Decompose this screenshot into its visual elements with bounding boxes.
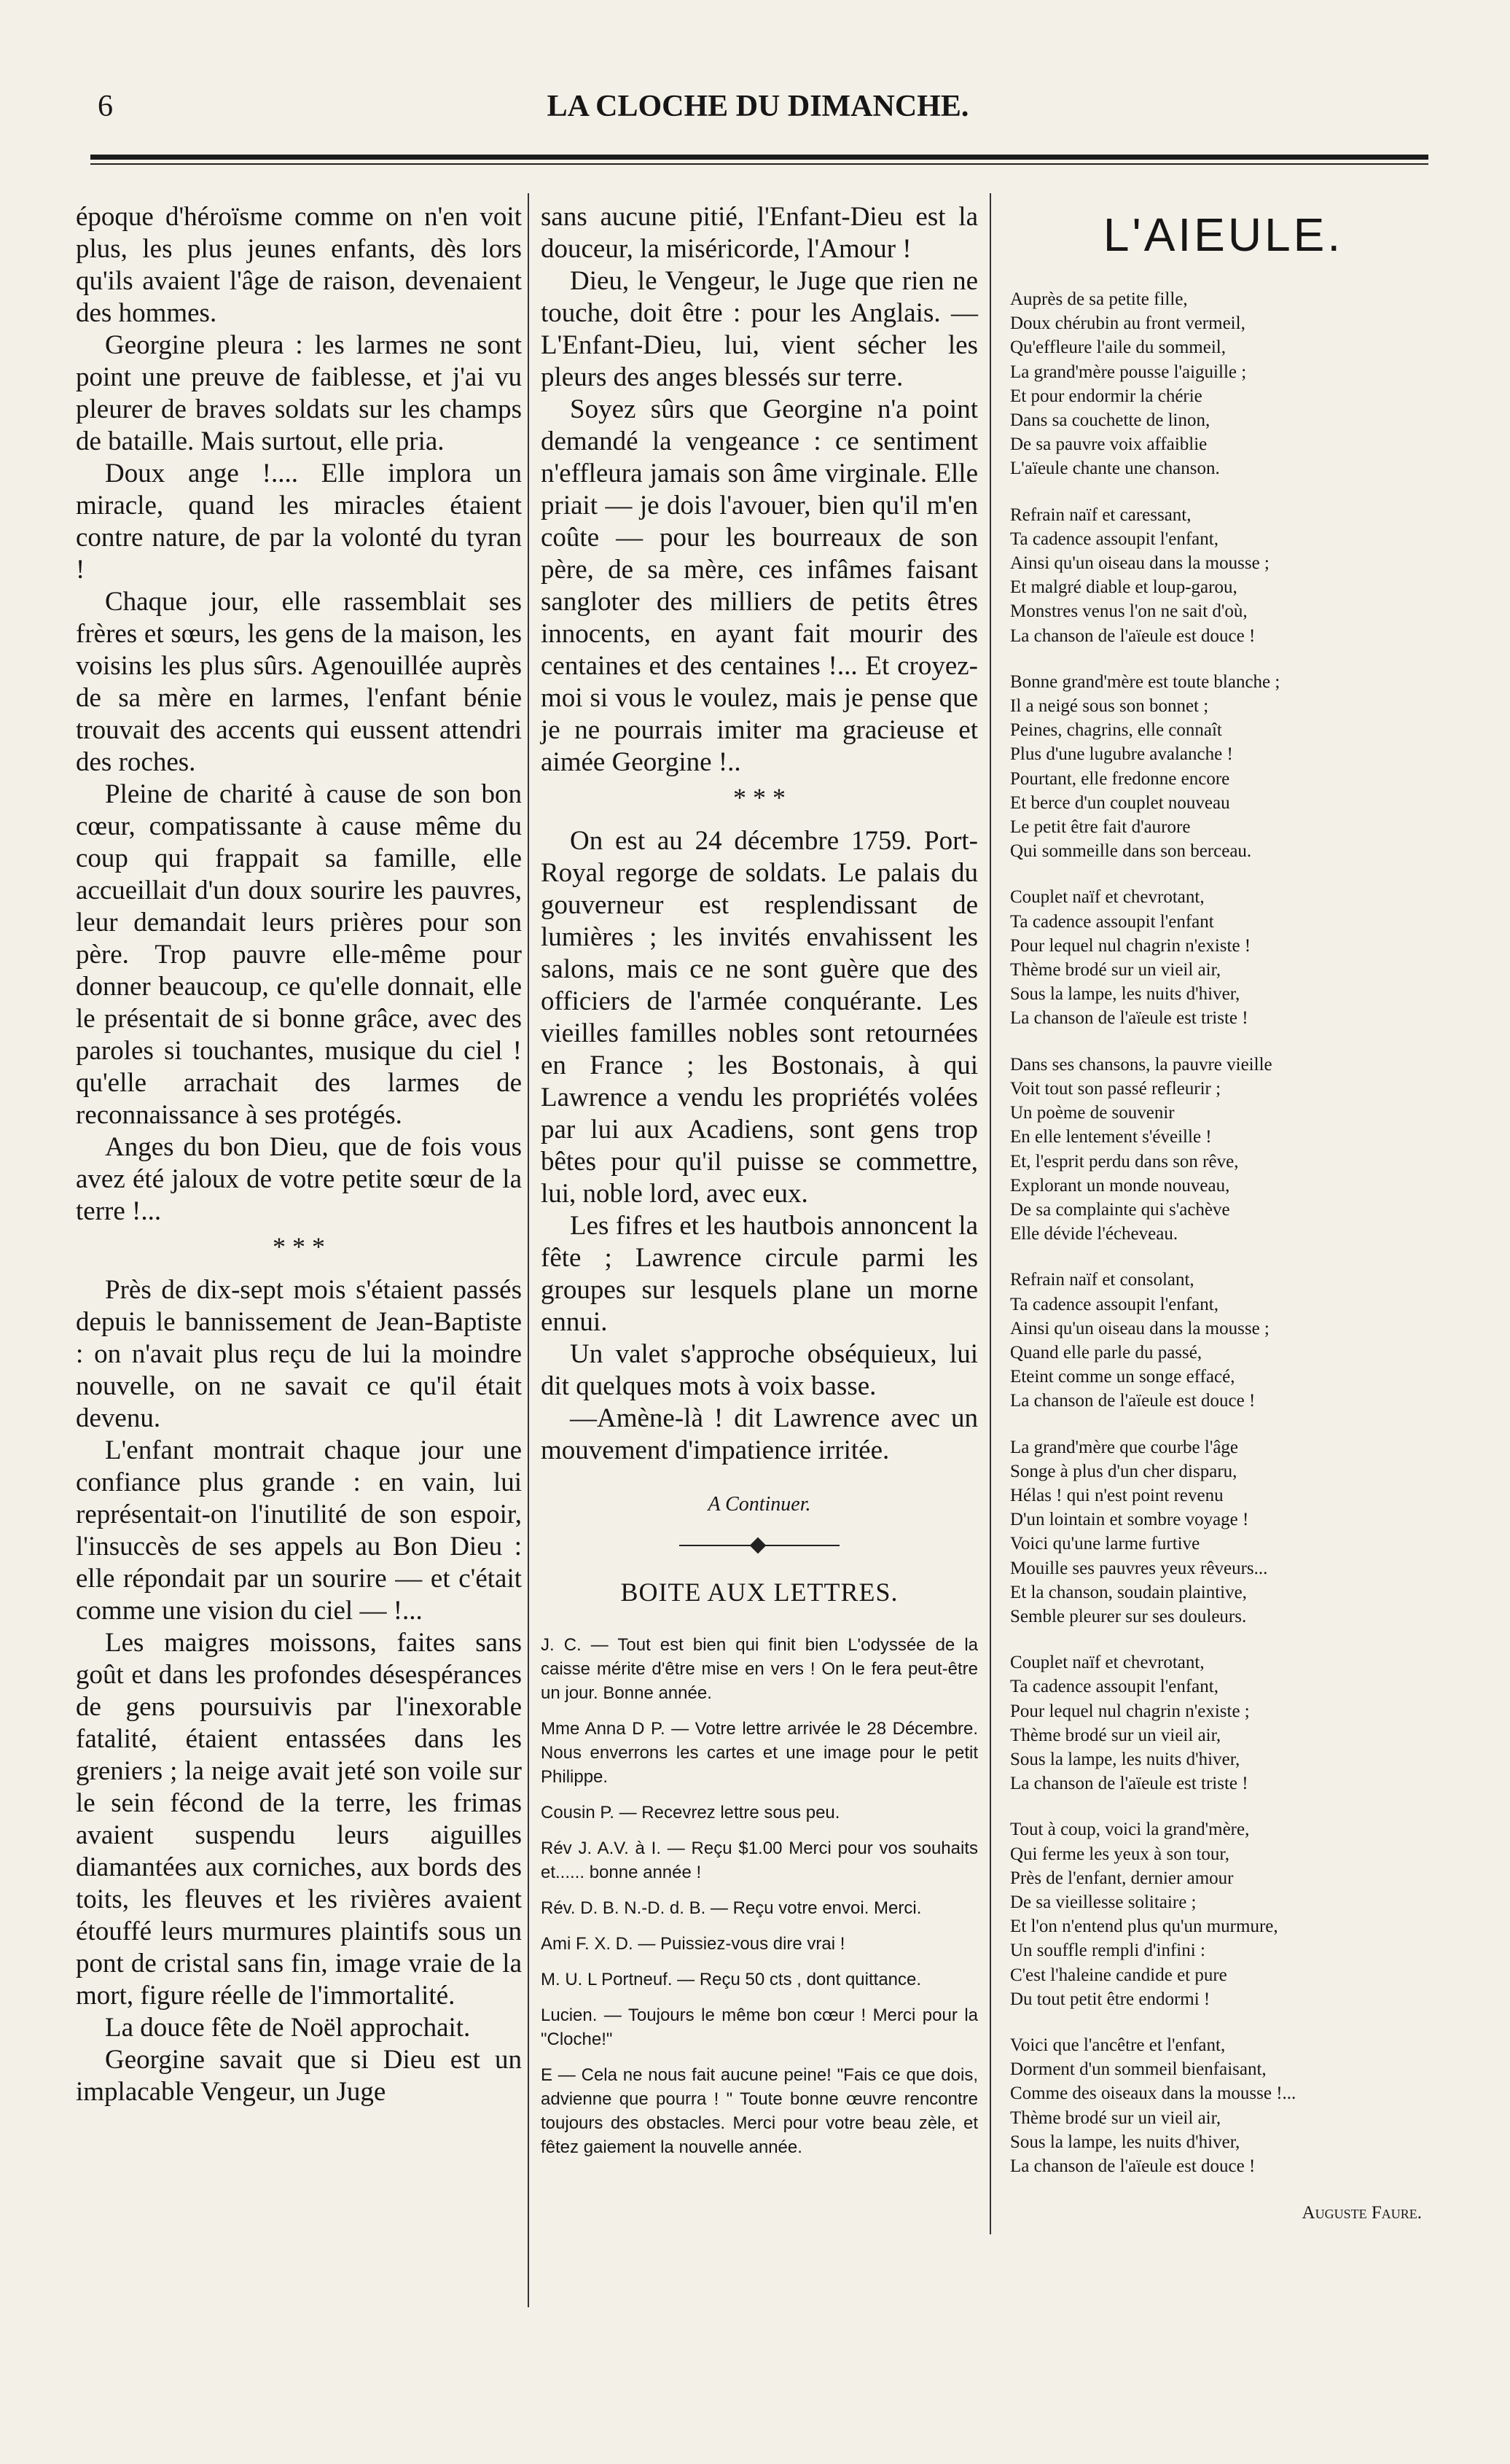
poem-line: Refrain naïf et consolant,: [1010, 1270, 1194, 1290]
poem-line: Un poème de souvenir: [1010, 1103, 1175, 1123]
paragraph: Les fifres et les hautbois annoncent la fête ; Lawrence circule parmi les groupes sur lesquels plane un morne ennui.: [541, 1211, 978, 1337]
poem-line: Qu'effleure l'aile du sommeil,: [1010, 338, 1226, 358]
poem-line: Ta cadence assoupit l'enfant,: [1010, 1677, 1218, 1697]
letter-entry: Rév. D. B. N.-D. d. B. — Reçu votre envoi. Merci.: [541, 1898, 922, 1918]
poem-line: Voit tout son passé refleurir ;: [1010, 1078, 1221, 1099]
poem-line: Eteint comme un songe effacé,: [1010, 1367, 1235, 1387]
paragraph: Georgine savait que si Dieu est un implacable Vengeur, un Juge: [76, 2045, 522, 2107]
paragraph: Georgine pleura : les larmes ne sont point une preuve de faiblesse, et j'ai vu pleurer de braves soldats sur les champs de bataille. Mais surtout, elle pria.: [76, 330, 522, 456]
poem-line: Près de l'enfant, dernier amour: [1010, 1868, 1234, 1888]
letter-entry: E — Cela ne nous fait aucune peine! "Fais ce que dois, advienne que pourra ! " Toute bonne œuvre rencontre toujours des obstacles. Merci pour votre beau zèle, et fêtez gaiement la nouvelle année.: [541, 2065, 978, 2157]
poem-line: Et la chanson, soudain plaintive,: [1010, 1582, 1247, 1602]
column-1: [76, 201, 522, 2108]
poem-line: Quand elle parle du passé,: [1010, 1342, 1202, 1362]
poem-stanza: [1010, 1268, 1436, 1413]
poem-line: Un souffle rempli d'infini :: [1010, 1941, 1205, 1961]
poem-stanza: [1010, 1650, 1436, 1796]
poem-line: Peines, chagrins, elle connaît: [1010, 720, 1222, 741]
poem-line: Monstres venus l'on ne sait d'où,: [1010, 601, 1248, 622]
poem-line: Ta cadence assoupit l'enfant: [1010, 911, 1214, 932]
poem-line: Refrain naïf et caressant,: [1010, 504, 1192, 525]
ornament-divider: [679, 1537, 840, 1554]
poem-line: La chanson de l'aïeule est triste !: [1010, 1008, 1248, 1029]
poem-line: Thème brodé sur un vieil air,: [1010, 960, 1221, 980]
letters-section-title: BOITE AUX LETTRES.: [620, 1578, 899, 1607]
column-2: [541, 201, 978, 2171]
poem-line: De sa pauvre voix affaiblie: [1010, 434, 1208, 455]
poem-line: Et pour endormir la chérie: [1010, 386, 1202, 406]
poem-line: Dorment d'un sommeil bienfaisant,: [1010, 2059, 1267, 2080]
poem-line: La chanson de l'aïeule est douce !: [1010, 2156, 1256, 2177]
poem-line: Plus d'une lugubre avalanche !: [1010, 744, 1233, 765]
poem-line: Elle dévide l'écheveau.: [1010, 1224, 1178, 1244]
paragraph: —Amène-là ! dit Lawrence avec un mouvement d'impatience irritée.: [541, 1403, 978, 1465]
header-rule-thin: [90, 163, 1428, 165]
poem-line: De sa complainte qui s'achève: [1010, 1199, 1230, 1220]
poem-line: Doux chérubin au front vermeil,: [1010, 313, 1245, 334]
paragraph: Anges du bon Dieu, que de fois vous avez été jaloux de votre petite sœur de la terre !...: [76, 1132, 522, 1226]
poem-stanza: [1010, 287, 1436, 481]
letter-entry: Lucien. — Toujours le même bon cœur ! Merci pour la "Cloche!": [541, 2005, 978, 2049]
poem-line: Dans ses chansons, la pauvre vieille: [1010, 1054, 1272, 1075]
poem-line: Sous la lampe, les nuits d'hiver,: [1010, 2132, 1240, 2152]
poem-line: Couplet naïf et chevrotant,: [1010, 1653, 1205, 1673]
paragraph: époque d'héroïsme comme on n'en voit plus, les plus jeunes enfants, dès lors qu'ils avaient l'âge de raison, devenaient des hommes.: [76, 202, 522, 328]
page-number: 6: [98, 90, 113, 123]
poem-stanza: [1010, 1435, 1436, 1629]
poem-stanza: [1010, 670, 1436, 864]
poem-line: C'est l'haleine candide et pure: [1010, 1965, 1227, 1985]
poem-line: Semble pleurer sur ses douleurs.: [1010, 1606, 1247, 1626]
poem-title: L'AIEULE.: [1103, 208, 1344, 261]
poem-line: Couplet naïf et chevrotant,: [1010, 887, 1205, 908]
paragraph: Soyez sûrs que Georgine n'a point demandé la vengeance : ce sentiment n'effleura jamais son âme virginale. Elle priait — je dois l'avouer, bien qu'il m'en coûte — pour les bourreaux de son père, de sa mère, ces infâmes faisant sangloter des milliers de petits êtres innocents, en ayant fait mourir des centaines et des centaines !... Et croyez-moi si vous le voulez, mais je pense que je ne pourrais imiter ma gracieuse et aimée Georgine !..: [541, 394, 978, 777]
poem-line: La chanson de l'aïeule est triste !: [1010, 1774, 1248, 1794]
poem-line: Et, l'esprit perdu dans son rêve,: [1010, 1151, 1239, 1171]
poem-line: Qui ferme les yeux à son tour,: [1010, 1844, 1230, 1864]
poem-line: Et l'on n'entend plus qu'un murmure,: [1010, 1917, 1278, 1937]
poem-stanza: [1010, 503, 1436, 648]
letters-list: [541, 1633, 978, 2159]
poem-line: Pour lequel nul chagrin n'existe ;: [1010, 1701, 1250, 1721]
poem-line: Mouille ses pauvres yeux rêveurs...: [1010, 1558, 1268, 1578]
poem-line: Voici qu'une larme furtive: [1010, 1534, 1200, 1554]
poem-stanza: [1010, 885, 1436, 1030]
poem-line: Et malgré diable et loup-garou,: [1010, 577, 1237, 598]
poem-stanza: [1010, 2033, 1436, 2178]
page-header: [87, 87, 1428, 131]
poem-line: Voici que l'ancêtre et l'enfant,: [1010, 2035, 1226, 2055]
paragraph: L'enfant montrait chaque jour une confiance plus grande : en vain, lui représentait-on l'inutilité de son espoir, l'insuccès de ses appels au Bon Dieu : elle répondait par un sourire — et c'était comme une vision du ciel — !...: [76, 1435, 522, 1626]
poem-line: En elle lentement s'éveille !: [1010, 1127, 1212, 1147]
poem-line: D'un lointain et sombre voyage !: [1010, 1510, 1249, 1530]
poem-line: La chanson de l'aïeule est douce !: [1010, 1391, 1256, 1411]
header-rule-thick: [90, 155, 1428, 160]
poem-line: Auprès de sa petite fille,: [1010, 289, 1188, 309]
poem-line: Et berce d'un couplet nouveau: [1010, 792, 1230, 813]
poem-line: Tout à coup, voici la grand'mère,: [1010, 1820, 1250, 1840]
paragraph: Près de dix-sept mois s'étaient passés depuis le bannissement de Jean-Baptiste : on n'avait plus reçu de lui la moindre nouvelle, on ne savait ce qu'il était devenu.: [76, 1275, 522, 1433]
poem-line: Ta cadence assoupit l'enfant,: [1010, 1294, 1218, 1314]
poem-stanza: [1010, 1053, 1436, 1247]
letter-entry: Mme Anna D P. — Votre lettre arrivée le 28 Décembre. Nous enverrons les cartes et une image pour le petit Philippe.: [541, 1719, 978, 1787]
ornament-diamond-icon: [750, 1537, 767, 1554]
newspaper-title: LA CLOCHE DU DIMANCHE.: [547, 90, 969, 123]
poem-line: Dans sa couchette de linon,: [1010, 410, 1210, 431]
poem-line: Comme des oiseaux dans la mousse !...: [1010, 2083, 1296, 2104]
letter-entry: M. U. L Portneuf. — Reçu 50 cts , dont quittance.: [541, 1970, 922, 1989]
poem-line: Pourtant, elle fredonne encore: [1010, 768, 1230, 789]
poem-line: Bonne grand'mère est toute blanche ;: [1010, 671, 1280, 692]
paragraph: Doux ange !.... Elle implora un miracle, quand les miracles étaient contre nature, de par la volonté du tyran !: [76, 459, 522, 585]
poem-line: Du tout petit être endormi !: [1010, 1989, 1210, 2009]
poem-line: Songe à plus d'un cher disparu,: [1010, 1461, 1237, 1481]
poem-line: Hélas ! qui n'est point revenu: [1010, 1485, 1224, 1505]
poem-line: La chanson de l'aïeule est douce !: [1010, 625, 1256, 646]
poem-line: Qui sommeille dans son berceau.: [1010, 841, 1252, 862]
poem-line: Pour lequel nul chagrin n'existe !: [1010, 935, 1251, 956]
paragraph: sans aucune pitié, l'Enfant-Dieu est la douceur, la miséricorde, l'Amour !: [541, 202, 978, 264]
column-3: [1010, 201, 1436, 2226]
paragraph: La douce fête de Noël approchait.: [105, 2013, 471, 2043]
poem-line: Explorant un monde nouveau,: [1010, 1175, 1230, 1196]
paragraph: Un valet s'approche obséquieux, lui dit quelques mots à voix basse.: [541, 1339, 978, 1401]
poem-author: Auguste Faure.: [1302, 2203, 1422, 2223]
poem-line: La grand'mère que courbe l'âge: [1010, 1437, 1239, 1457]
section-asterism: * * *: [733, 783, 786, 812]
letter-entry: Rév J. A.V. à I. — Reçu $1.00 Merci pour vos souhaits et...... bonne année !: [541, 1839, 978, 1882]
column-divider-2: [990, 193, 991, 2234]
poem-line: Thème brodé sur un vieil air,: [1010, 2108, 1221, 2128]
poem-line: Il a neigé sous son bonnet ;: [1010, 696, 1209, 717]
column-divider-1: [528, 193, 529, 2307]
to-be-continued: A Continuer.: [708, 1493, 811, 1516]
section-asterism: * * *: [273, 1232, 325, 1261]
poem-line: Ainsi qu'un oiseau dans la mousse ;: [1010, 1318, 1270, 1338]
poem-line: De sa vieillesse solitaire ;: [1010, 1892, 1197, 1912]
paragraph: Pleine de charité à cause de son bon cœur, compatissante à cause même du coup qui frappait sa famille, elle accueillait d'un doux sourire les pauvres, leur demandait leurs prières pour son père. Trop pauvre elle-même pour donner beaucoup, ce qu'elle donnait, elle le présentait de si bonne grâce, avec des paroles si touchantes, musique du ciel ! qu'elle arrachait des larmes de reconnaissance à ses protégés.: [76, 779, 522, 1130]
paragraph: Les maigres moissons, faites sans goût et dans les profondes désespérances de gens poursuivis par l'inexorable fatalité, étaient entassées dans les greniers ; la neige avait jeté son voile sur le sein fécond de la terre, les frimas avaient suspendu leurs aiguilles diamantées aux corniches, aux bords des toits, les fleuves et les rivières avaient étouffé leurs murmures plaintifs sous un pont de cristal sans fin, image vraie de la mort, figure réelle de l'immortalité.: [76, 1628, 522, 2011]
poem-line: L'aïeule chante une chanson.: [1010, 459, 1220, 479]
letter-entry: J. C. — Tout est bien qui finit bien L'odyssée de la caisse mérite d'être mise en vers ! On le fera peut-être un jour. Bonne année.: [541, 1635, 978, 1703]
poem-line: La grand'mère pousse l'aiguille ;: [1010, 362, 1247, 382]
letter-entry: Cousin P. — Recevrez lettre sous peu.: [541, 1803, 840, 1822]
poem-line: Sous la lampe, les nuits d'hiver,: [1010, 1749, 1240, 1769]
poem-line: Ainsi qu'un oiseau dans la mousse ;: [1010, 553, 1270, 574]
poem-line: Thème brodé sur un vieil air,: [1010, 1725, 1221, 1745]
poem-line: Ta cadence assoupit l'enfant,: [1010, 529, 1218, 549]
paragraph: Dieu, le Vengeur, le Juge que rien ne touche, doit être : pour les Anglais. — L'Enfant-Dieu, lui, vient sécher les pleurs des anges blessés sur terre.: [541, 266, 978, 392]
paragraph: On est au 24 décembre 1759. Port-Royal regorge de soldats. Le palais du gouverneur est resplendissant de lumières ; les invités envahissent les salons, mais ce ne sont guère que des officiers de l'armée conquérante. Les vieilles familles nobles sont retournées en France ; les Bostonais, à qui Lawrence a vendu les propriétés volées par lui aux Acadiens, sont gens trop bêtes pour qu'il puisse se commettre, lui, noble lord, avec eux.: [541, 826, 978, 1209]
paragraph: Chaque jour, elle rassemblait ses frères et sœurs, les gens de la maison, les voisins les plus sûrs. Agenouillée auprès de sa mère en larmes, l'enfant bénie trouvait des accents qui eussent attendri des roches.: [76, 587, 522, 777]
poem-line: Sous la lampe, les nuits d'hiver,: [1010, 984, 1240, 1005]
letter-entry: Ami F. X. D. — Puissiez-vous dire vrai !: [541, 1934, 845, 1954]
poem-body: [1010, 287, 1436, 2178]
poem-stanza: [1010, 1817, 1436, 2011]
poem-line: Le petit être fait d'aurore: [1010, 817, 1191, 838]
